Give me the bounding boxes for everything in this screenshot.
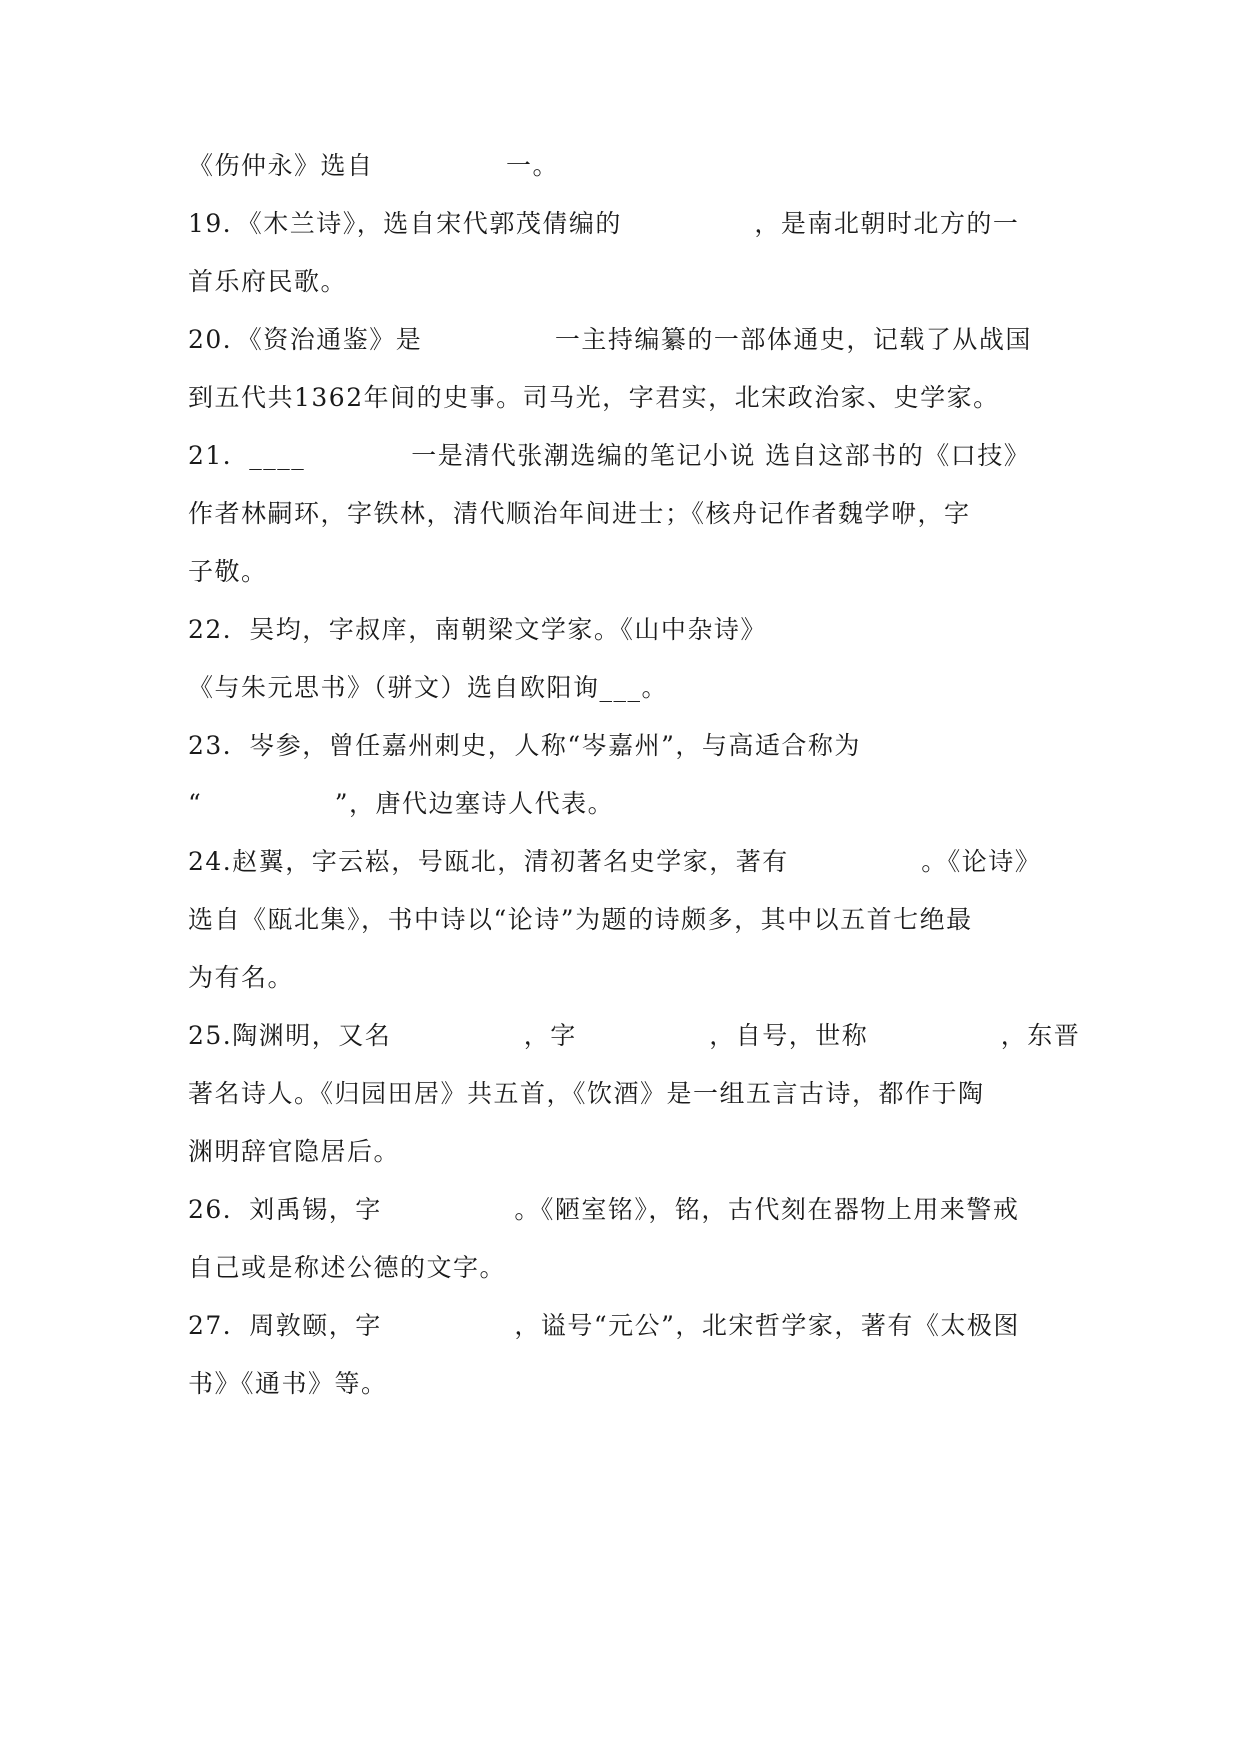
text-line: 19．《木兰诗》，选自宋代郭茂倩编的 ，是南北朝时北方的一 [188,209,1020,238]
text-line: 26．刘禹锡，字 。《陋室铭》，铭，古代刻在器物上用来警戒 [188,1195,1020,1224]
text-line: 自己或是称述公德的文字。 [188,1253,507,1282]
text-line: 27．周敦颐，字 ，谥号“元公”，北宋哲学家，著有《太极图 [188,1311,1020,1340]
text-line: 《伤仲永》选自 一。 [188,151,560,180]
text-line: 书》《通书》等。 [188,1369,388,1398]
text-line: 著名诗人。《归园田居》共五首，《饮酒》是一组五言古诗，都作于陶 [188,1079,985,1108]
text-line: 24.赵翼，字云崧，号瓯北，清初著名史学家，著有 。《论诗》 [188,847,1042,876]
text-line: 到五代共1362年间的史事。司马光，字君实，北宋政治家、史学家。 [188,383,1000,412]
text-line: 22．吴均，字叔庠，南朝梁文学家。《山中杂诗》 [188,615,767,644]
text-line: 20．《资治通鉴》是 一主持编纂的一部体通史，记载了从战国 [188,325,1032,354]
text-line: “ ”，唐代边塞诗人代表。 [188,789,615,818]
text-line: 渊明辞官隐居后。 [188,1137,401,1166]
text-line: 作者林嗣环，字铁林，清代顺治年间进士；《核舟记作者魏学咿，字 [188,499,971,528]
text-line: 21．____ 一是清代张潮选编的笔记小说 选自这部书的《口技》 [188,441,1031,470]
text-line: 25.陶渊明，又名 ，字 ，自号，世称 ，东晋 [188,1021,1081,1050]
text-line: 子敬。 [188,557,268,586]
text-line: 23．岑参，曾任嘉州刺史，人称“岑嘉州”，与高适合称为 [188,731,861,760]
text-line: 首乐府民歌。 [188,267,348,296]
text-line: 为有名。 [188,963,295,992]
text-line: 《与朱元思书》（骈文）选自欧阳询___。 [188,673,669,702]
text-line: 选自《瓯北集》，书中诗以“论诗”为题的诗颇多，其中以五首七绝最 [188,905,973,934]
